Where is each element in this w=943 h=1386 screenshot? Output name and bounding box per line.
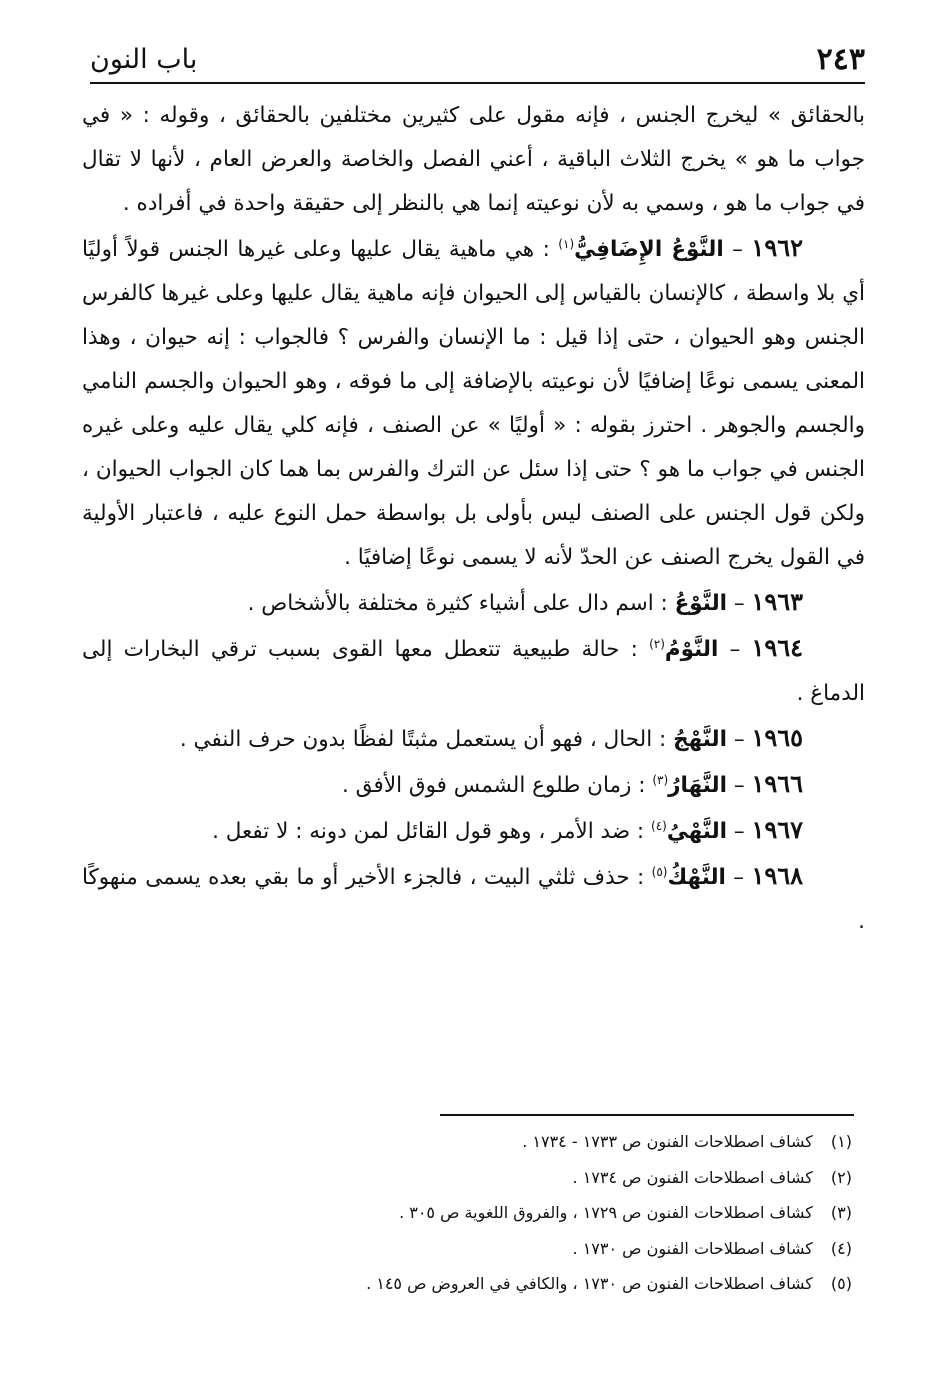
footnote	[200, 1266, 852, 1302]
entry-separator: –	[727, 591, 752, 616]
entry-term: النَّهْيُ	[666, 819, 728, 844]
footnote-marker: (٤)	[651, 818, 667, 833]
entry-separator: –	[727, 773, 752, 798]
entry-term: النَّهْجُ	[673, 727, 728, 752]
footnote	[200, 1124, 852, 1160]
entry-separator: –	[718, 637, 752, 662]
entry-separator: –	[723, 237, 752, 262]
entry-1967	[82, 808, 865, 854]
footnote-marker: (٣)	[652, 772, 669, 787]
page-header	[90, 40, 865, 84]
entry-1966	[82, 762, 865, 808]
footnote-marker: (١)	[558, 236, 575, 251]
entry-1963	[82, 580, 865, 626]
entry-number: ١٩٦٥	[751, 723, 803, 752]
entry-definition: : حذف ثلثي البيت ، فالجزء الأخير أو ما بقي بعده يسمى منهوكًا .	[82, 865, 865, 934]
footnote-number: (٥)	[830, 1274, 852, 1293]
footnote-text: كشاف اصطلاحات الفنون ص ١٧٣٠ ، والكافي في العروض ص ١٤٥ .	[366, 1274, 813, 1293]
footnote-separator	[440, 1114, 854, 1116]
footnote-text: كشاف اصطلاحات الفنون ص ١٧٢٩ ، والفروق اللغوية ص ٣٠٥ .	[399, 1203, 813, 1222]
footnote-number: (٣)	[830, 1203, 852, 1222]
footnote-text: كشاف اصطلاحات الفنون ص ١٧٣٤ .	[572, 1167, 813, 1187]
footnote-text: كشاف اصطلاحات الفنون ص ١٧٣٠ .	[572, 1238, 813, 1258]
entry-definition: : هي ماهية يقال عليها وعلى غيرها الجنس قولاً أوليًا أي بلا واسطة ، كالإنسان بالقياس إلى الحيوان فإنه ماهية يقال عليها وعلى غيرها كالفرس الجنس وهو الحيوان ، حتى إذا قيل : ما الإنسان والفرس ؟ فالجواب : إنه حيوان ، وهذا المعنى يسمى نوعًا إضافيًا لأن نوعيته بالإضافة إلى ما فوقه ، وهو الحيوان والجسم النامي والجسم والجوهر . احترز بقوله : « أوليًا » عن الصنف ، فإنه كلي يقال عليه وعلى غيره الجنس في جواب ما هو ؟ حتى إذا سئل عن الترك والفرس بما هما كان الجواب الحيوان ، ولكن قول الجنس على الصنف ليس بأولى بل بواسطة حمل النوع عليه ، فاعتبار الأولية في القول يخرج الصنف عن الحدّ لأنه لا يسمى نوعًا إضافيًا .	[82, 237, 865, 570]
footnotes	[200, 1124, 852, 1302]
entry-term: النَّهْكُ	[667, 865, 726, 890]
entry-definition: : حالة طبيعية تتعطل معها القوى بسبب ترقي البخارات إلى الدماغ .	[82, 637, 865, 706]
entry-separator: –	[725, 865, 752, 890]
entry-1968	[82, 854, 865, 944]
footnote	[200, 1195, 852, 1231]
entry-number: ١٩٦٤	[751, 633, 804, 662]
entry-number: ١٩٦٢	[751, 233, 803, 262]
entry-separator: –	[727, 727, 752, 752]
entry-1964	[82, 626, 865, 716]
entry-definition: : الحال ، فهو أن يستعمل مثبتًا لفظًا بدون حرف النفي .	[179, 727, 674, 752]
entry-1965	[82, 716, 865, 762]
running-title: باب النون	[90, 44, 198, 75]
entry-definition: : ضد الأمر ، وهو قول القائل لمن دونه : لا تفعل .	[212, 819, 652, 844]
footnote-number: (٤)	[830, 1238, 852, 1258]
entry-definition: : زمان طلوع الشمس فوق الأفق .	[341, 773, 653, 798]
footnote-marker: (٢)	[649, 636, 665, 651]
entry-term: النَّوْعُ	[674, 591, 728, 616]
main-text	[82, 94, 865, 944]
entry-definition: : اسم دال على أشياء كثيرة مختلفة بالأشخاص .	[247, 591, 675, 616]
footnote-marker: (٥)	[651, 864, 668, 879]
footnote-number: (٢)	[830, 1167, 852, 1187]
entry-number: ١٩٦٣	[751, 587, 803, 616]
entry-term: النَّهَارُ	[668, 773, 728, 798]
entry-term: النَّوْمُ	[664, 637, 719, 662]
entry-number: ١٩٦٧	[751, 815, 803, 844]
entry-1962	[82, 226, 865, 580]
footnote-number: (١)	[830, 1132, 852, 1151]
footnote	[200, 1231, 852, 1267]
continued-paragraph: بالحقائق » ليخرج الجنس ، فإنه مقول على كثيرين مختلفين بالحقائق ، وقوله : « في جواب ما هو » يخرج الثلاث الباقية ، أعني الفصل والخاصة والعرض العام ، لأنها لا تقال في جواب ما هو ، وسمي به لأن نوعيته إنما هي بالنظر إلى حقيقة واحدة في أفراده .	[82, 103, 865, 216]
entry-number: ١٩٦٦	[751, 769, 803, 798]
entry-term: النَّوْعُ الإِضَافِيُّ	[574, 237, 724, 262]
footnote-text: كشاف اصطلاحات الفنون ص ١٧٣٣ - ١٧٣٤ .	[522, 1132, 813, 1151]
entry-separator: –	[727, 819, 752, 844]
footnote	[200, 1160, 852, 1196]
entry-number: ١٩٦٨	[751, 861, 803, 890]
page-number: ٢٤٣	[816, 42, 865, 77]
